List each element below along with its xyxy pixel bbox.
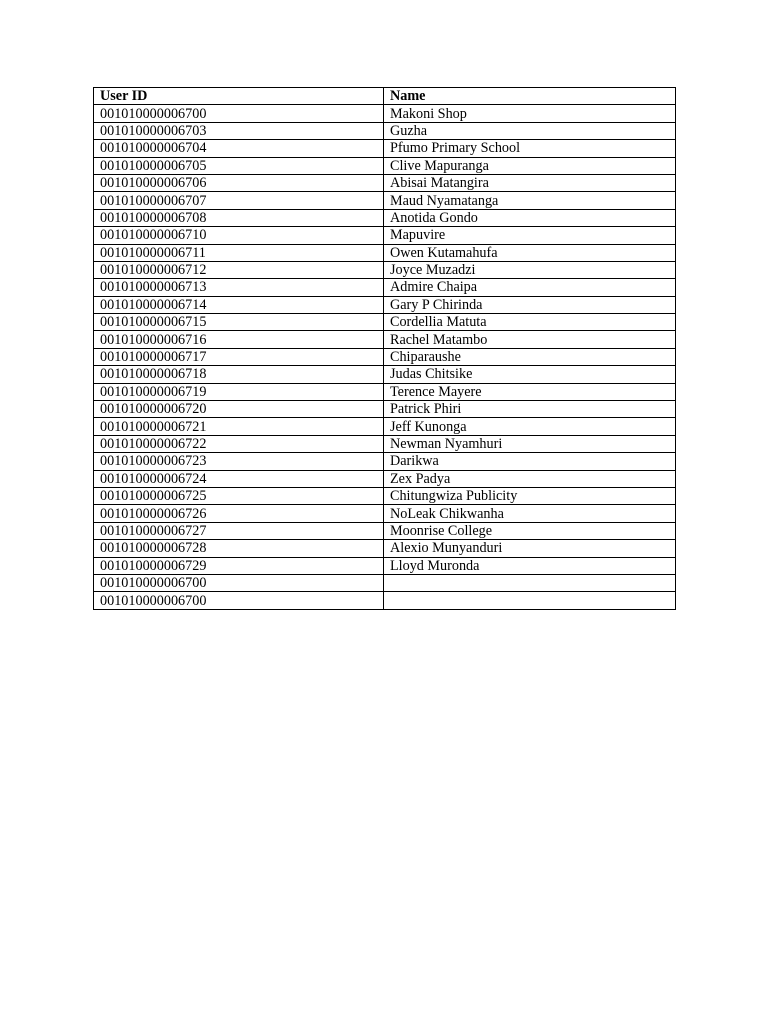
table-row xyxy=(94,209,676,226)
user-id-cell: 001010000006729 xyxy=(94,557,384,574)
table-header-row xyxy=(94,88,676,105)
user-id-cell: 001010000006703 xyxy=(94,122,384,139)
name-cell: Moonrise College xyxy=(384,522,676,539)
name-cell: Judas Chitsike xyxy=(384,366,676,383)
name-cell: Newman Nyamhuri xyxy=(384,435,676,452)
name-cell: Clive Mapuranga xyxy=(384,157,676,174)
table-row xyxy=(94,557,676,574)
column-header-name: Name xyxy=(384,88,676,105)
user-table xyxy=(93,87,676,610)
user-id-cell: 001010000006708 xyxy=(94,209,384,226)
name-cell: Makoni Shop xyxy=(384,105,676,122)
table-row xyxy=(94,314,676,331)
table-row xyxy=(94,279,676,296)
user-id-cell: 001010000006720 xyxy=(94,401,384,418)
name-cell: Joyce Muzadzi xyxy=(384,261,676,278)
user-id-cell: 001010000006727 xyxy=(94,522,384,539)
user-id-cell: 001010000006705 xyxy=(94,157,384,174)
name-cell xyxy=(384,592,676,609)
user-id-cell: 001010000006721 xyxy=(94,418,384,435)
table-row xyxy=(94,157,676,174)
table-row xyxy=(94,244,676,261)
name-cell: Cordellia Matuta xyxy=(384,314,676,331)
user-id-cell: 001010000006707 xyxy=(94,192,384,209)
user-id-cell: 001010000006704 xyxy=(94,140,384,157)
table-row xyxy=(94,540,676,557)
table-row xyxy=(94,574,676,591)
table-row xyxy=(94,227,676,244)
table-row xyxy=(94,174,676,191)
name-cell: Anotida Gondo xyxy=(384,209,676,226)
name-cell: Lloyd Muronda xyxy=(384,557,676,574)
name-cell: Gary P Chirinda xyxy=(384,296,676,313)
name-cell: Abisai Matangira xyxy=(384,174,676,191)
name-cell: Zex Padya xyxy=(384,470,676,487)
user-id-cell: 001010000006711 xyxy=(94,244,384,261)
table-row xyxy=(94,366,676,383)
name-cell: Terence Mayere xyxy=(384,383,676,400)
name-cell: Alexio Munyanduri xyxy=(384,540,676,557)
user-id-cell: 001010000006714 xyxy=(94,296,384,313)
table-row xyxy=(94,487,676,504)
table-row xyxy=(94,331,676,348)
table-row xyxy=(94,453,676,470)
user-id-cell: 001010000006710 xyxy=(94,227,384,244)
table-row xyxy=(94,470,676,487)
name-cell: Mapuvire xyxy=(384,227,676,244)
name-cell: Darikwa xyxy=(384,453,676,470)
column-header-user-id: User ID xyxy=(94,88,384,105)
user-id-cell: 001010000006723 xyxy=(94,453,384,470)
user-id-cell: 001010000006718 xyxy=(94,366,384,383)
table-row xyxy=(94,261,676,278)
name-cell: Owen Kutamahufa xyxy=(384,244,676,261)
table-row xyxy=(94,505,676,522)
user-id-cell: 001010000006715 xyxy=(94,314,384,331)
table-row xyxy=(94,105,676,122)
name-cell: Chitungwiza Publicity xyxy=(384,487,676,504)
name-cell: Maud Nyamatanga xyxy=(384,192,676,209)
name-cell: Pfumo Primary School xyxy=(384,140,676,157)
user-id-cell: 001010000006726 xyxy=(94,505,384,522)
user-id-cell: 001010000006713 xyxy=(94,279,384,296)
table-row xyxy=(94,383,676,400)
user-id-cell: 001010000006724 xyxy=(94,470,384,487)
user-id-cell: 001010000006728 xyxy=(94,540,384,557)
table-row xyxy=(94,592,676,609)
name-cell: Admire Chaipa xyxy=(384,279,676,296)
user-id-cell: 001010000006700 xyxy=(94,574,384,591)
table-row xyxy=(94,401,676,418)
table-row xyxy=(94,435,676,452)
table-row xyxy=(94,418,676,435)
user-id-cell: 001010000006712 xyxy=(94,261,384,278)
user-id-cell: 001010000006716 xyxy=(94,331,384,348)
table-row xyxy=(94,122,676,139)
name-cell xyxy=(384,574,676,591)
name-cell: Patrick Phiri xyxy=(384,401,676,418)
name-cell: Rachel Matambo xyxy=(384,331,676,348)
name-cell: NoLeak Chikwanha xyxy=(384,505,676,522)
name-cell: Chiparaushe xyxy=(384,348,676,365)
table-row xyxy=(94,522,676,539)
table-row xyxy=(94,296,676,313)
user-id-cell: 001010000006725 xyxy=(94,487,384,504)
user-id-cell: 001010000006700 xyxy=(94,592,384,609)
table-header xyxy=(94,88,676,105)
name-cell: Guzha xyxy=(384,122,676,139)
user-id-cell: 001010000006719 xyxy=(94,383,384,400)
table-row xyxy=(94,192,676,209)
user-id-cell: 001010000006722 xyxy=(94,435,384,452)
user-id-cell: 001010000006706 xyxy=(94,174,384,191)
user-id-cell: 001010000006700 xyxy=(94,105,384,122)
table-row xyxy=(94,140,676,157)
table-row xyxy=(94,348,676,365)
user-id-cell: 001010000006717 xyxy=(94,348,384,365)
table-body xyxy=(94,105,676,609)
name-cell: Jeff Kunonga xyxy=(384,418,676,435)
